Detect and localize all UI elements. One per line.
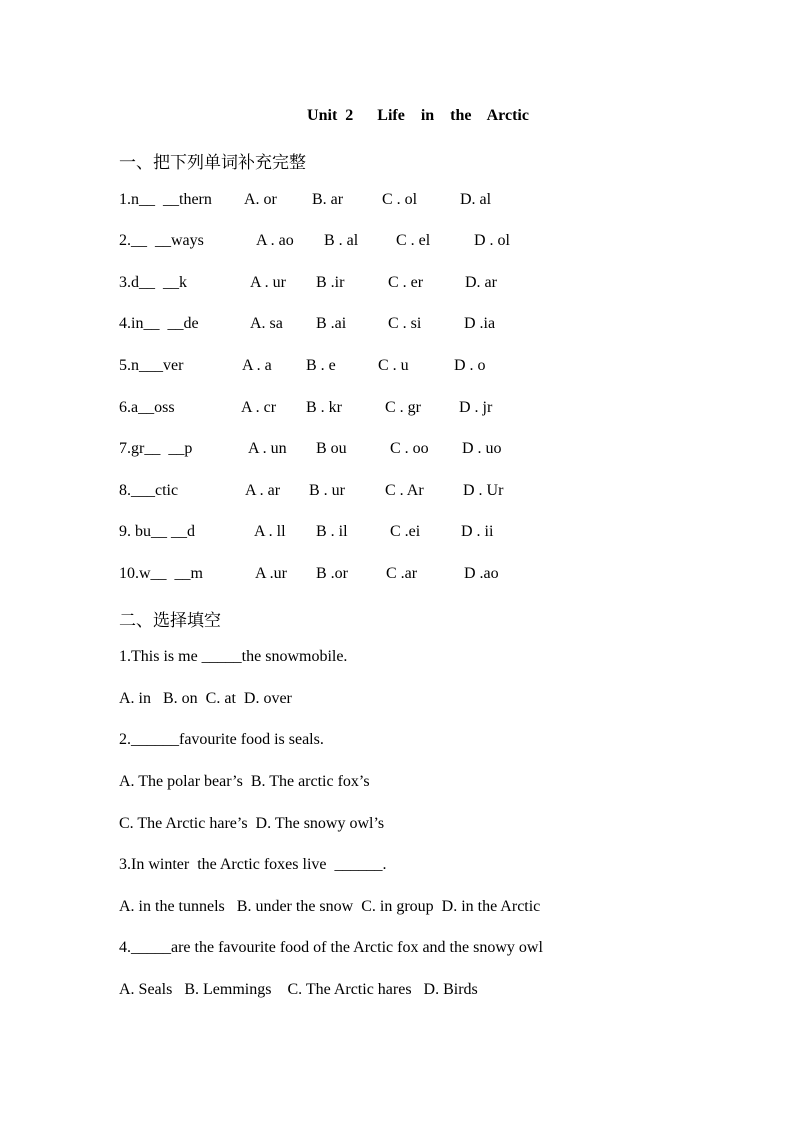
spelling-item-3 bbox=[119, 274, 739, 296]
item-stem: 7.gr__ __p bbox=[119, 440, 193, 457]
option-c: C . el bbox=[396, 232, 431, 249]
item-stem: 10.w__ __m bbox=[119, 565, 203, 582]
question-2: 2.______favourite food is seals. bbox=[119, 731, 324, 748]
option-d: D .ia bbox=[464, 315, 496, 332]
option-a: A . un bbox=[248, 440, 287, 457]
page-title: Unit 2 Life in the Arctic bbox=[307, 107, 529, 124]
question-1: 1.This is me _____the snowmobile. bbox=[119, 648, 348, 665]
option-d: D. ar bbox=[465, 274, 497, 291]
option-b: B ou bbox=[316, 440, 347, 457]
option-c: C . Ar bbox=[385, 482, 424, 499]
question-4-options: A. Seals B. Lemmings C. The Arctic hares D. Birds bbox=[119, 981, 478, 998]
option-c: C . si bbox=[388, 315, 422, 332]
spelling-item-8 bbox=[119, 482, 739, 504]
option-a: A . a bbox=[242, 357, 272, 374]
option-b: B . il bbox=[316, 523, 348, 540]
option-a: A. sa bbox=[250, 315, 283, 332]
item-stem: 5.n___ver bbox=[119, 357, 184, 374]
option-b: B . al bbox=[324, 232, 359, 249]
option-b: B .ai bbox=[316, 315, 347, 332]
question-2-options-ab: A. The polar bear’s B. The arctic fox’s bbox=[119, 773, 370, 790]
section-1-heading: 一、把下列单词补充完整 bbox=[119, 153, 306, 173]
option-c: C .ar bbox=[386, 565, 418, 582]
option-a: A . ar bbox=[245, 482, 281, 499]
option-c: C .ei bbox=[390, 523, 421, 540]
question-3-options: A. in the tunnels B. under the snow C. in group D. in the Arctic bbox=[119, 898, 541, 915]
option-b: B .ir bbox=[316, 274, 345, 291]
question-3: 3.In winter the Arctic foxes live ______. bbox=[119, 856, 387, 873]
option-a: A . ur bbox=[250, 274, 286, 291]
spelling-item-7 bbox=[119, 440, 739, 462]
option-b: B . e bbox=[306, 357, 336, 374]
option-a: A .ur bbox=[255, 565, 287, 582]
option-c: C . oo bbox=[390, 440, 429, 457]
item-stem: 1.n__ __thern bbox=[119, 191, 212, 208]
item-stem: 3.d__ __k bbox=[119, 274, 187, 291]
option-c: C . u bbox=[378, 357, 409, 374]
spelling-item-6 bbox=[119, 399, 739, 421]
option-d: D . jr bbox=[459, 399, 493, 416]
option-d: D . Ur bbox=[463, 482, 504, 499]
spelling-item-2 bbox=[119, 232, 739, 254]
option-d: D . uo bbox=[462, 440, 502, 457]
option-c: C . er bbox=[388, 274, 424, 291]
option-a: A . ll bbox=[254, 523, 286, 540]
item-stem: 2.__ __ways bbox=[119, 232, 204, 249]
option-c: C . gr bbox=[385, 399, 421, 416]
question-2-options-cd: C. The Arctic hare’s D. The snowy owl’s bbox=[119, 815, 385, 832]
item-stem: 9. bu__ __d bbox=[119, 523, 195, 540]
option-c: C . ol bbox=[382, 191, 418, 208]
option-b: B . ur bbox=[309, 482, 345, 499]
option-d: D . o bbox=[454, 357, 486, 374]
spelling-item-4 bbox=[119, 315, 739, 337]
option-d: D .ao bbox=[464, 565, 499, 582]
option-d: D. al bbox=[460, 191, 492, 208]
spelling-item-10 bbox=[119, 565, 739, 587]
spelling-item-9 bbox=[119, 523, 739, 545]
option-a: A . cr bbox=[241, 399, 277, 416]
option-d: D . ii bbox=[461, 523, 494, 540]
option-a: A . ao bbox=[256, 232, 294, 249]
option-b: B .or bbox=[316, 565, 348, 582]
option-a: A. or bbox=[244, 191, 277, 208]
question-1-options: A. in B. on C. at D. over bbox=[119, 690, 292, 707]
item-stem: 8.___ctic bbox=[119, 482, 179, 499]
item-stem: 4.in__ __de bbox=[119, 315, 199, 332]
item-stem: 6.a__oss bbox=[119, 399, 175, 416]
option-d: D . ol bbox=[474, 232, 510, 249]
question-4: 4._____are the favourite food of the Arctic fox and the snowy owl bbox=[119, 939, 543, 956]
section-2-heading: 二、选择填空 bbox=[119, 611, 221, 631]
option-b: B . kr bbox=[306, 399, 342, 416]
option-b: B. ar bbox=[312, 191, 344, 208]
spelling-item-1 bbox=[119, 191, 739, 213]
spelling-item-5 bbox=[119, 357, 739, 379]
